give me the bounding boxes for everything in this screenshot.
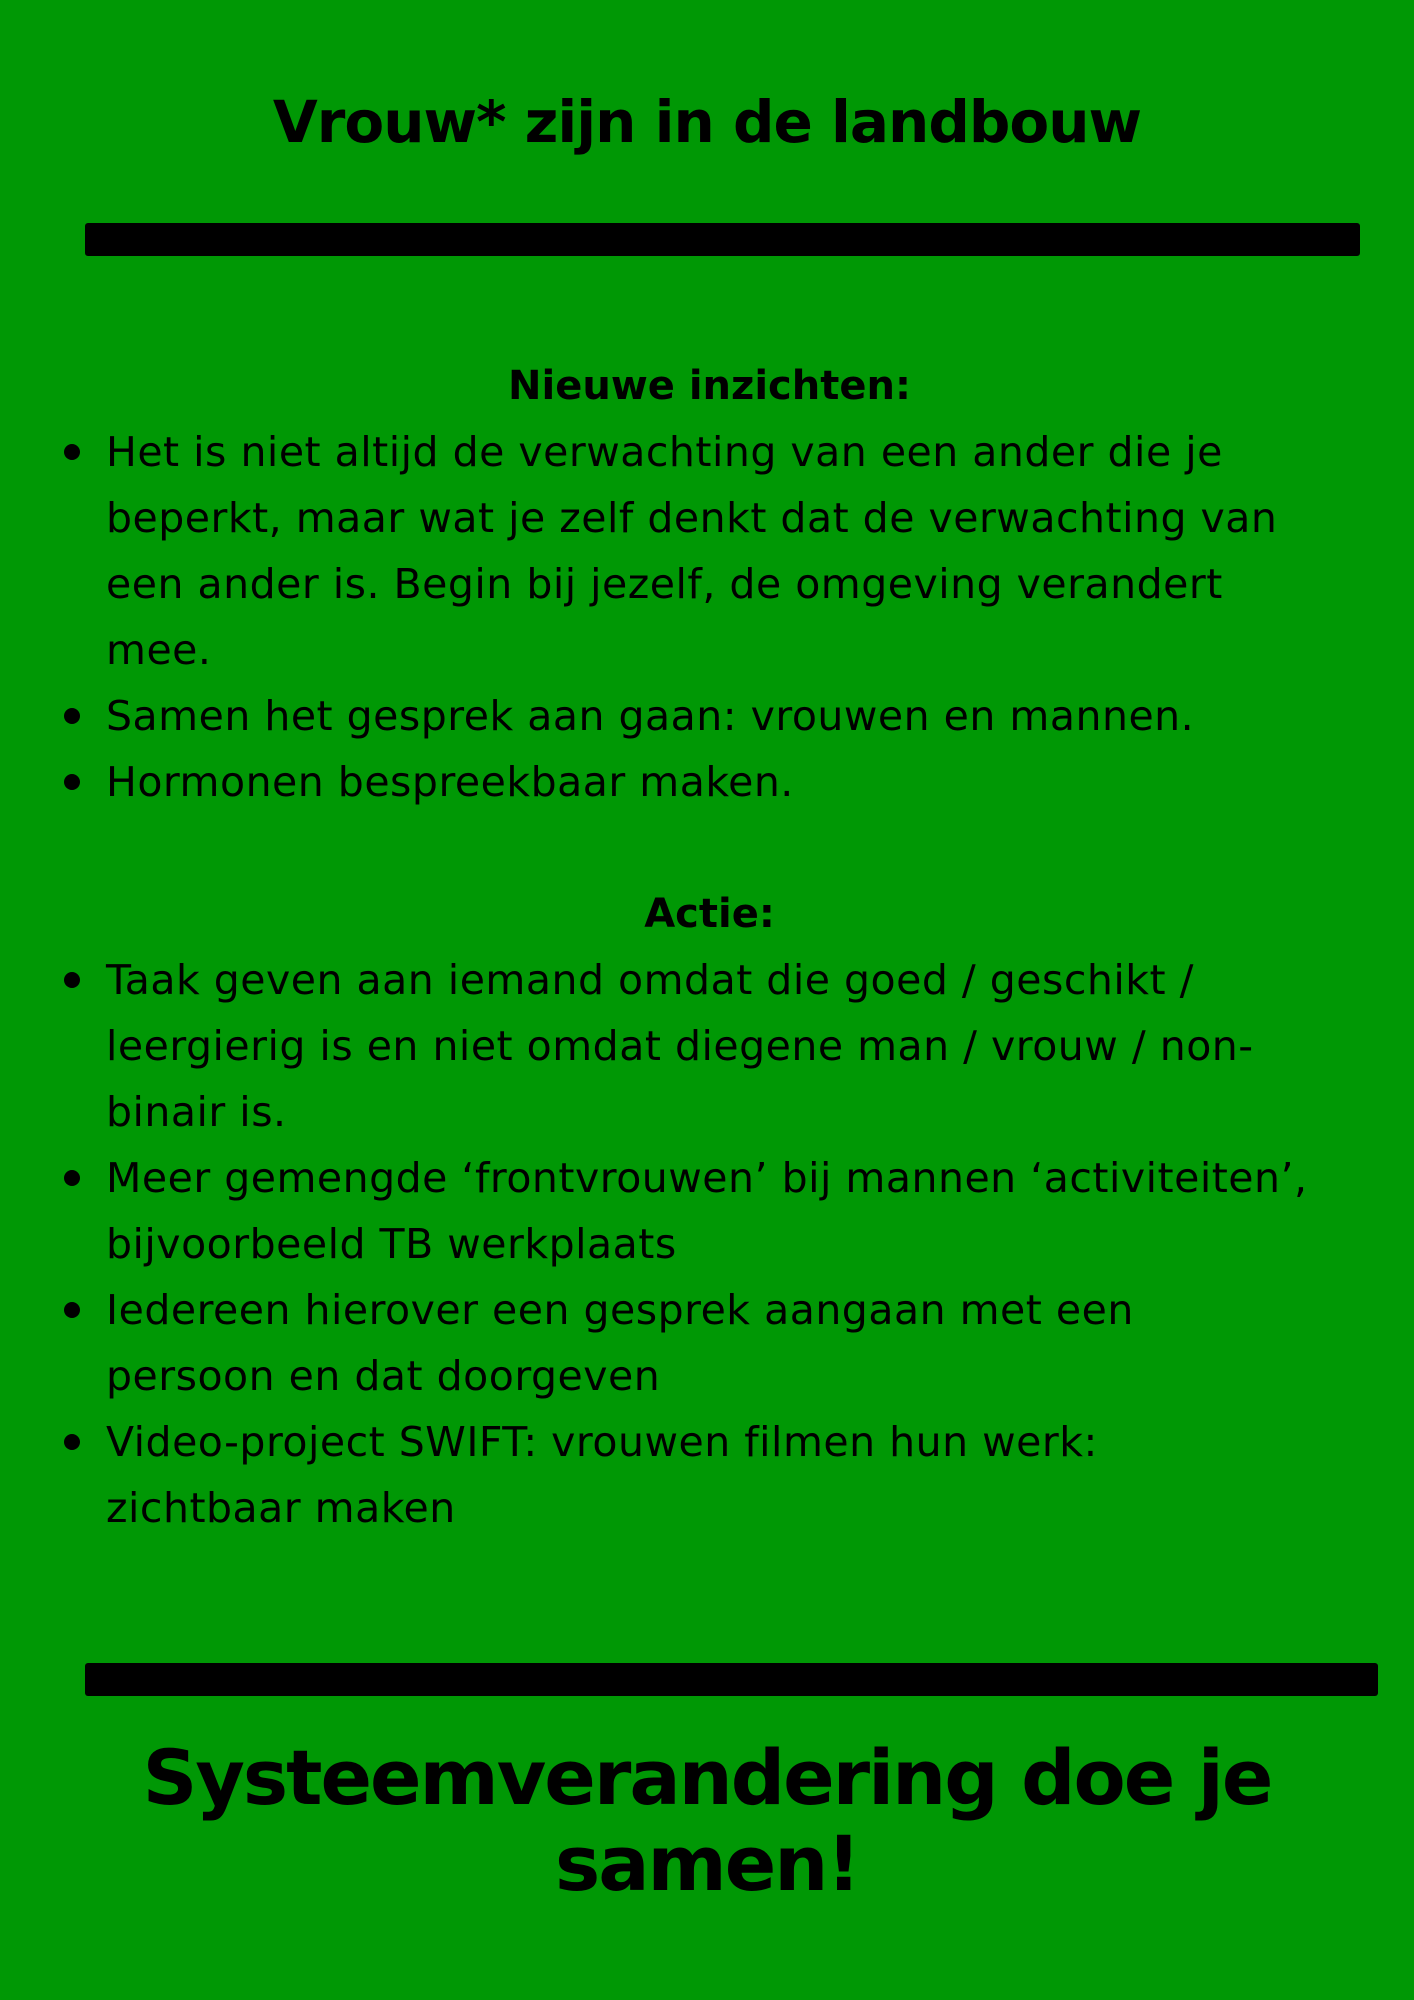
insight-item-line: beperkt, maar wat je zelf denkt dat de verwachting van xyxy=(106,494,1278,542)
action-item-line: leergierig is en niet omdat diegene man / vrouw / non- xyxy=(106,1022,1254,1070)
top-divider-bar xyxy=(85,223,1360,256)
action-list xyxy=(0,947,1414,1541)
bullet-icon xyxy=(64,972,80,988)
bullet-icon xyxy=(64,1302,80,1318)
insights-list xyxy=(0,419,1414,815)
action-item xyxy=(106,1145,1414,1277)
insight-item-line: een ander is. Begin bij jezelf, de omgeving verandert xyxy=(106,560,1223,608)
footer-slogan-line: Systeemverandering doe je xyxy=(142,1733,1272,1822)
insights-heading: Nieuwe inzichten: xyxy=(508,363,911,409)
insight-item xyxy=(106,749,1414,815)
action-item-line: Meer gemengde ‘frontvrouwen’ bij mannen ‘activiteiten’, xyxy=(106,1154,1308,1202)
insight-item-line: Samen het gesprek aan gaan: vrouwen en mannen. xyxy=(106,692,1195,740)
content-area xyxy=(0,353,1414,1541)
bullet-icon xyxy=(64,444,80,460)
action-item xyxy=(106,1277,1414,1409)
section-gap xyxy=(0,815,1414,881)
action-item xyxy=(106,947,1414,1145)
bullet-icon xyxy=(64,1434,80,1450)
action-item-line: zichtbaar maken xyxy=(106,1484,456,1532)
action-item xyxy=(106,1409,1414,1541)
insight-item-line: mee. xyxy=(106,626,212,674)
action-item-line: bijvoorbeeld TB werkplaats xyxy=(106,1220,677,1268)
action-item-line: Video-project SWIFT: vrouwen filmen hun werk: xyxy=(106,1418,1098,1466)
insight-item-line: Hormonen bespreekbaar maken. xyxy=(106,758,794,806)
insight-item xyxy=(106,419,1414,683)
bullet-icon xyxy=(64,708,80,724)
insight-item xyxy=(106,683,1414,749)
footer-slogan xyxy=(0,1735,1414,1907)
bullet-icon xyxy=(64,1170,80,1186)
action-heading: Actie: xyxy=(644,891,775,937)
bullet-icon xyxy=(64,774,80,790)
action-item-line: Taak geven aan iemand omdat die goed / geschikt / xyxy=(106,956,1194,1004)
page-title: Vrouw* zijn in de landbouw xyxy=(272,88,1142,156)
action-item-line: Iedereen hierover een gesprek aangaan met een xyxy=(106,1286,1134,1334)
insight-item-line: Het is niet altijd de verwachting van een ander die je xyxy=(106,428,1223,476)
bottom-divider-bar xyxy=(85,1663,1378,1696)
action-item-line: persoon en dat doorgeven xyxy=(106,1352,661,1400)
footer-slogan-line: samen! xyxy=(554,1819,860,1908)
action-item-line: binair is. xyxy=(106,1088,287,1136)
